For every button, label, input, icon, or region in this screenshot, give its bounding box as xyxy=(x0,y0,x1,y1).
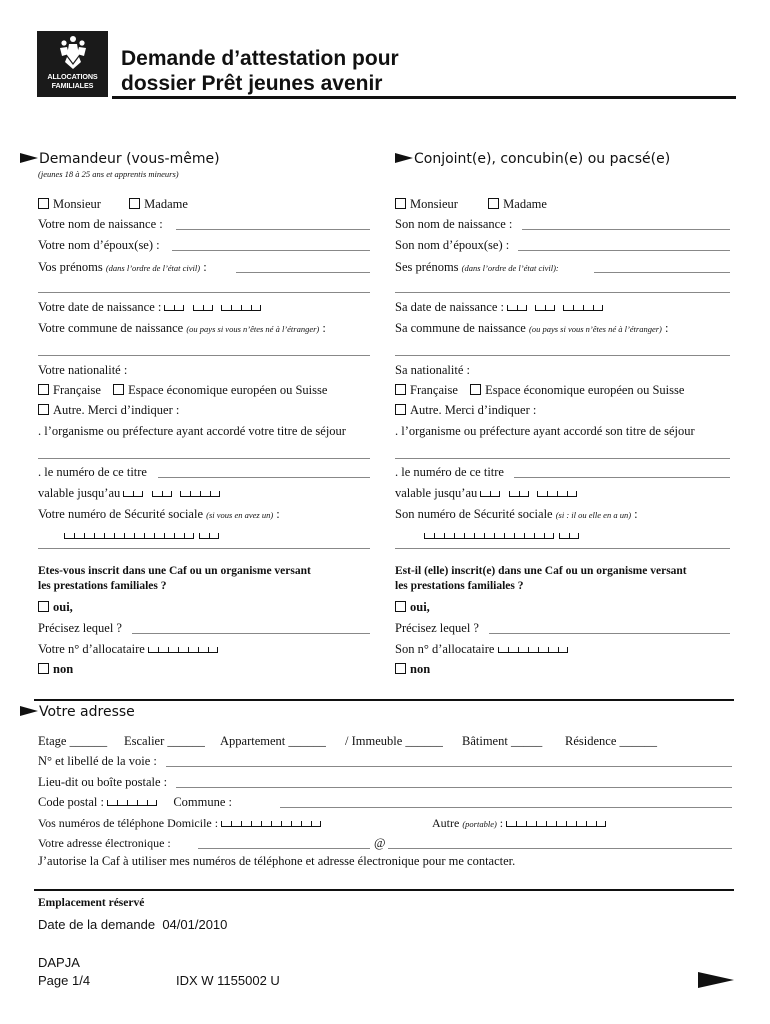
conjoint-autre: Autre. Merci d’indiquer : xyxy=(395,403,536,418)
demandeur-nationalite-options: Française Espace économique européen ou Suisse xyxy=(38,383,327,398)
francaise-checkbox[interactable] xyxy=(38,384,49,395)
date-month-boxes[interactable] xyxy=(193,300,213,315)
conjoint-nom-epoux-label: Son nom d’époux(se) : xyxy=(395,238,510,252)
adresse-lieudit-field[interactable] xyxy=(176,787,732,788)
conjoint-nom-naissance-field[interactable] xyxy=(522,229,730,230)
demandeur-nom-naissance-label: Votre nom de naissance : xyxy=(38,217,163,231)
adresse-lieudit-label: Lieu-dit ou boîte postale : xyxy=(38,775,168,789)
conjoint-non-checkbox[interactable] xyxy=(395,663,406,674)
adresse-telephone: Vos numéros de téléphone Domicile : xyxy=(38,816,321,831)
adresse-voie-label: N° et libellé de la voie : xyxy=(38,754,157,768)
conjoint-valable-day-boxes[interactable] xyxy=(480,486,500,501)
adresse-email-at: @ xyxy=(374,836,386,850)
conjoint-secu-label: Son numéro de Sécurité sociale (si : il ou elle en a un) : xyxy=(395,507,638,521)
adresse-rule xyxy=(34,699,734,701)
demandeur-organisme-field[interactable] xyxy=(38,458,370,459)
madame-checkbox[interactable] xyxy=(129,198,140,209)
conjoint-secu-boxes[interactable] xyxy=(424,528,579,543)
conjoint-date-day-boxes[interactable] xyxy=(507,300,527,315)
title-line-1: Demande d’attestation pour xyxy=(121,47,399,70)
demandeur-prenoms-field-2[interactable] xyxy=(38,292,370,293)
demandeur-precisez-field[interactable] xyxy=(132,633,370,634)
telephone-portable-boxes[interactable] xyxy=(506,816,606,831)
conjoint-nationalite-label: Sa nationalité : xyxy=(395,363,470,377)
date-year-boxes[interactable] xyxy=(221,300,261,315)
emplacement-reserve: Emplacement réservé xyxy=(38,897,145,909)
adresse-etage[interactable]: Etage ______ xyxy=(38,734,108,748)
demandeur-commune-field[interactable] xyxy=(38,355,370,356)
conjoint-precisez-field[interactable] xyxy=(489,633,730,634)
madame-label: Madame xyxy=(144,197,188,211)
conjoint-prenoms-label: Ses prénoms (dans l’ordre de l’état civil): xyxy=(395,260,559,274)
caf-family-icon xyxy=(58,35,88,69)
valable-month-boxes[interactable] xyxy=(152,486,172,501)
date-day-boxes[interactable] xyxy=(164,300,184,315)
allocataire-boxes[interactable] xyxy=(148,642,218,657)
arrow-icon xyxy=(20,153,38,163)
demandeur-nom-epoux-label: Votre nom d’époux(se) : xyxy=(38,238,160,252)
demandeur-secu-label: Votre numéro de Sécurité sociale (si vous en avez un) : xyxy=(38,507,280,521)
page-number: Page 1/4 xyxy=(38,973,91,988)
code-postal-boxes[interactable] xyxy=(107,795,157,810)
adresse-escalier[interactable]: Escalier ______ xyxy=(124,734,205,748)
demandeur-valable: valable jusqu’au xyxy=(38,486,220,501)
conjoint-numero-titre-label: . le numéro de ce titre xyxy=(395,465,504,479)
telephone-domicile-boxes[interactable] xyxy=(221,816,321,831)
conjoint-prenoms-field-2[interactable] xyxy=(395,292,730,293)
monsieur-checkbox[interactable] xyxy=(38,198,49,209)
conjoint-heading: Conjoint(e), concubin(e) ou pacsé(e) xyxy=(395,151,670,167)
adresse-autre-telephone: Autre (portable) : xyxy=(432,816,606,831)
adresse-email-domain-field[interactable] xyxy=(388,848,732,849)
title-line-2: dossier Prêt jeunes avenir xyxy=(121,72,383,95)
date-demande-value: 04/01/2010 xyxy=(162,917,228,932)
adresse-email-label: Votre adresse électronique : xyxy=(38,836,171,850)
conjoint-valable-year-boxes[interactable] xyxy=(537,486,577,501)
arrow-icon xyxy=(20,706,38,716)
date-demande: Date de la demande 04/01/2010 xyxy=(38,917,228,932)
logo-line-2: FAMILIALES xyxy=(51,81,94,90)
conjoint-eee-checkbox[interactable] xyxy=(470,384,481,395)
adresse-autorisation: J’autorise la Caf à utiliser mes numéros de téléphone et adresse électronique pour me contacter. xyxy=(38,854,516,868)
conjoint-commune-label: Sa commune de naissance (ou pays si vous n’êtes né à l’étranger) : xyxy=(395,321,669,335)
caf-logo xyxy=(37,31,108,97)
adresse-commune-field[interactable] xyxy=(280,807,732,808)
demandeur-prenoms-field[interactable] xyxy=(236,272,370,273)
conjoint-allocataire: Son n° d’allocataire xyxy=(395,642,568,657)
adresse-voie-field[interactable] xyxy=(166,766,732,767)
conjoint-autre-checkbox[interactable] xyxy=(395,404,406,415)
conjoint-date-year-boxes[interactable] xyxy=(563,300,603,315)
demandeur-nom-naissance-field[interactable] xyxy=(176,229,370,230)
conjoint-francaise-checkbox[interactable] xyxy=(395,384,406,395)
conjoint-secu-underline xyxy=(395,548,730,549)
conjoint-valable: valable jusqu’au xyxy=(395,486,577,501)
conjoint-nationalite-options: Française Espace économique européen ou Suisse xyxy=(395,383,684,398)
conjoint-numero-titre-field[interactable] xyxy=(514,477,730,478)
valable-year-boxes[interactable] xyxy=(180,486,220,501)
demandeur-autre: Autre. Merci d’indiquer : xyxy=(38,403,179,418)
eee-checkbox[interactable] xyxy=(113,384,124,395)
conjoint-precisez-label: Précisez lequel ? xyxy=(395,621,479,635)
logo-line-1: ALLOCATIONS xyxy=(47,72,98,81)
demandeur-numero-titre-label: . le numéro de ce titre xyxy=(38,465,147,479)
demandeur-non: non xyxy=(38,662,73,677)
adresse-residence[interactable]: Résidence ______ xyxy=(565,734,657,748)
autre-checkbox[interactable] xyxy=(38,404,49,415)
adresse-batiment[interactable]: Bâtiment _____ xyxy=(462,734,543,748)
page-title xyxy=(121,46,399,96)
demandeur-caf-question: Etes-vous inscrit dans une Caf ou un organisme versant les prestations familiales ? xyxy=(38,565,311,592)
conjoint-commune-field[interactable] xyxy=(395,355,730,356)
form-code: DAPJA xyxy=(38,955,80,970)
footer-rule xyxy=(34,889,734,891)
conjoint-date-month-boxes[interactable] xyxy=(535,300,555,315)
demandeur-civilite xyxy=(38,197,188,212)
non-checkbox[interactable] xyxy=(38,663,49,674)
idx-code: IDX W 1155002 U xyxy=(176,973,280,988)
adresse-heading: Votre adresse xyxy=(20,704,135,720)
conjoint-monsieur-checkbox[interactable] xyxy=(395,198,406,209)
conjoint-allocataire-boxes[interactable] xyxy=(498,642,568,657)
commune-label: Commune : xyxy=(173,795,233,809)
valable-day-boxes[interactable] xyxy=(123,486,143,501)
demandeur-commune-label: Votre commune de naissance (ou pays si vous n’êtes né à l’étranger) : xyxy=(38,321,326,335)
demandeur-prenoms-label: Vos prénoms (dans l’ordre de l’état civil) : xyxy=(38,260,207,274)
demandeur-nationalite-label: Votre nationalité : xyxy=(38,363,128,377)
demandeur-date-naissance: Votre date de naissance : xyxy=(38,300,261,315)
conjoint-non: non xyxy=(395,662,430,677)
demandeur-secu-underline xyxy=(38,548,370,549)
conjoint-nom-epoux-field[interactable] xyxy=(518,250,730,251)
demandeur-secu-boxes[interactable] xyxy=(64,528,219,543)
arrow-icon xyxy=(395,153,413,163)
conjoint-organisme-label: . l’organisme ou préfecture ayant accordé son titre de séjour xyxy=(395,424,695,438)
next-page-arrow-icon[interactable] xyxy=(698,972,734,988)
demandeur-oui: oui, xyxy=(38,600,73,615)
demandeur-heading: Demandeur (vous-même) xyxy=(20,151,220,167)
conjoint-civilite: Monsieur Madame xyxy=(395,197,547,212)
adresse-email-user-field[interactable] xyxy=(198,848,370,849)
conjoint-nom-naissance-label: Son nom de naissance : xyxy=(395,217,513,231)
adresse-code-postal: Code postal : Commune : xyxy=(38,795,233,809)
demandeur-nom-epoux-field[interactable] xyxy=(172,250,370,251)
conjoint-valable-month-boxes[interactable] xyxy=(509,486,529,501)
demandeur-subheading: (jeunes 18 à 25 ans et apprentis mineurs) xyxy=(38,169,179,179)
oui-checkbox[interactable] xyxy=(38,601,49,612)
adresse-immeuble[interactable]: / Immeuble ______ xyxy=(345,734,443,748)
conjoint-oui: oui, xyxy=(395,600,430,615)
conjoint-madame-checkbox[interactable] xyxy=(488,198,499,209)
conjoint-caf-question: Est-il (elle) inscrit(e) dans une Caf ou un organisme versant les prestations familiales ? xyxy=(395,565,687,592)
demandeur-allocataire: Votre n° d’allocataire xyxy=(38,642,218,657)
conjoint-organisme-field[interactable] xyxy=(395,458,730,459)
conjoint-date-naissance: Sa date de naissance : xyxy=(395,300,603,315)
conjoint-oui-checkbox[interactable] xyxy=(395,601,406,612)
demandeur-numero-titre-field[interactable] xyxy=(158,477,370,478)
conjoint-prenoms-field[interactable] xyxy=(594,272,730,273)
monsieur-label: Monsieur xyxy=(53,197,101,211)
demandeur-precisez-label: Précisez lequel ? xyxy=(38,621,122,635)
adresse-appartement[interactable]: Appartement ______ xyxy=(220,734,326,748)
demandeur-organisme-label: . l’organisme ou préfecture ayant accordé votre titre de séjour xyxy=(38,424,346,438)
title-rule xyxy=(112,96,736,99)
